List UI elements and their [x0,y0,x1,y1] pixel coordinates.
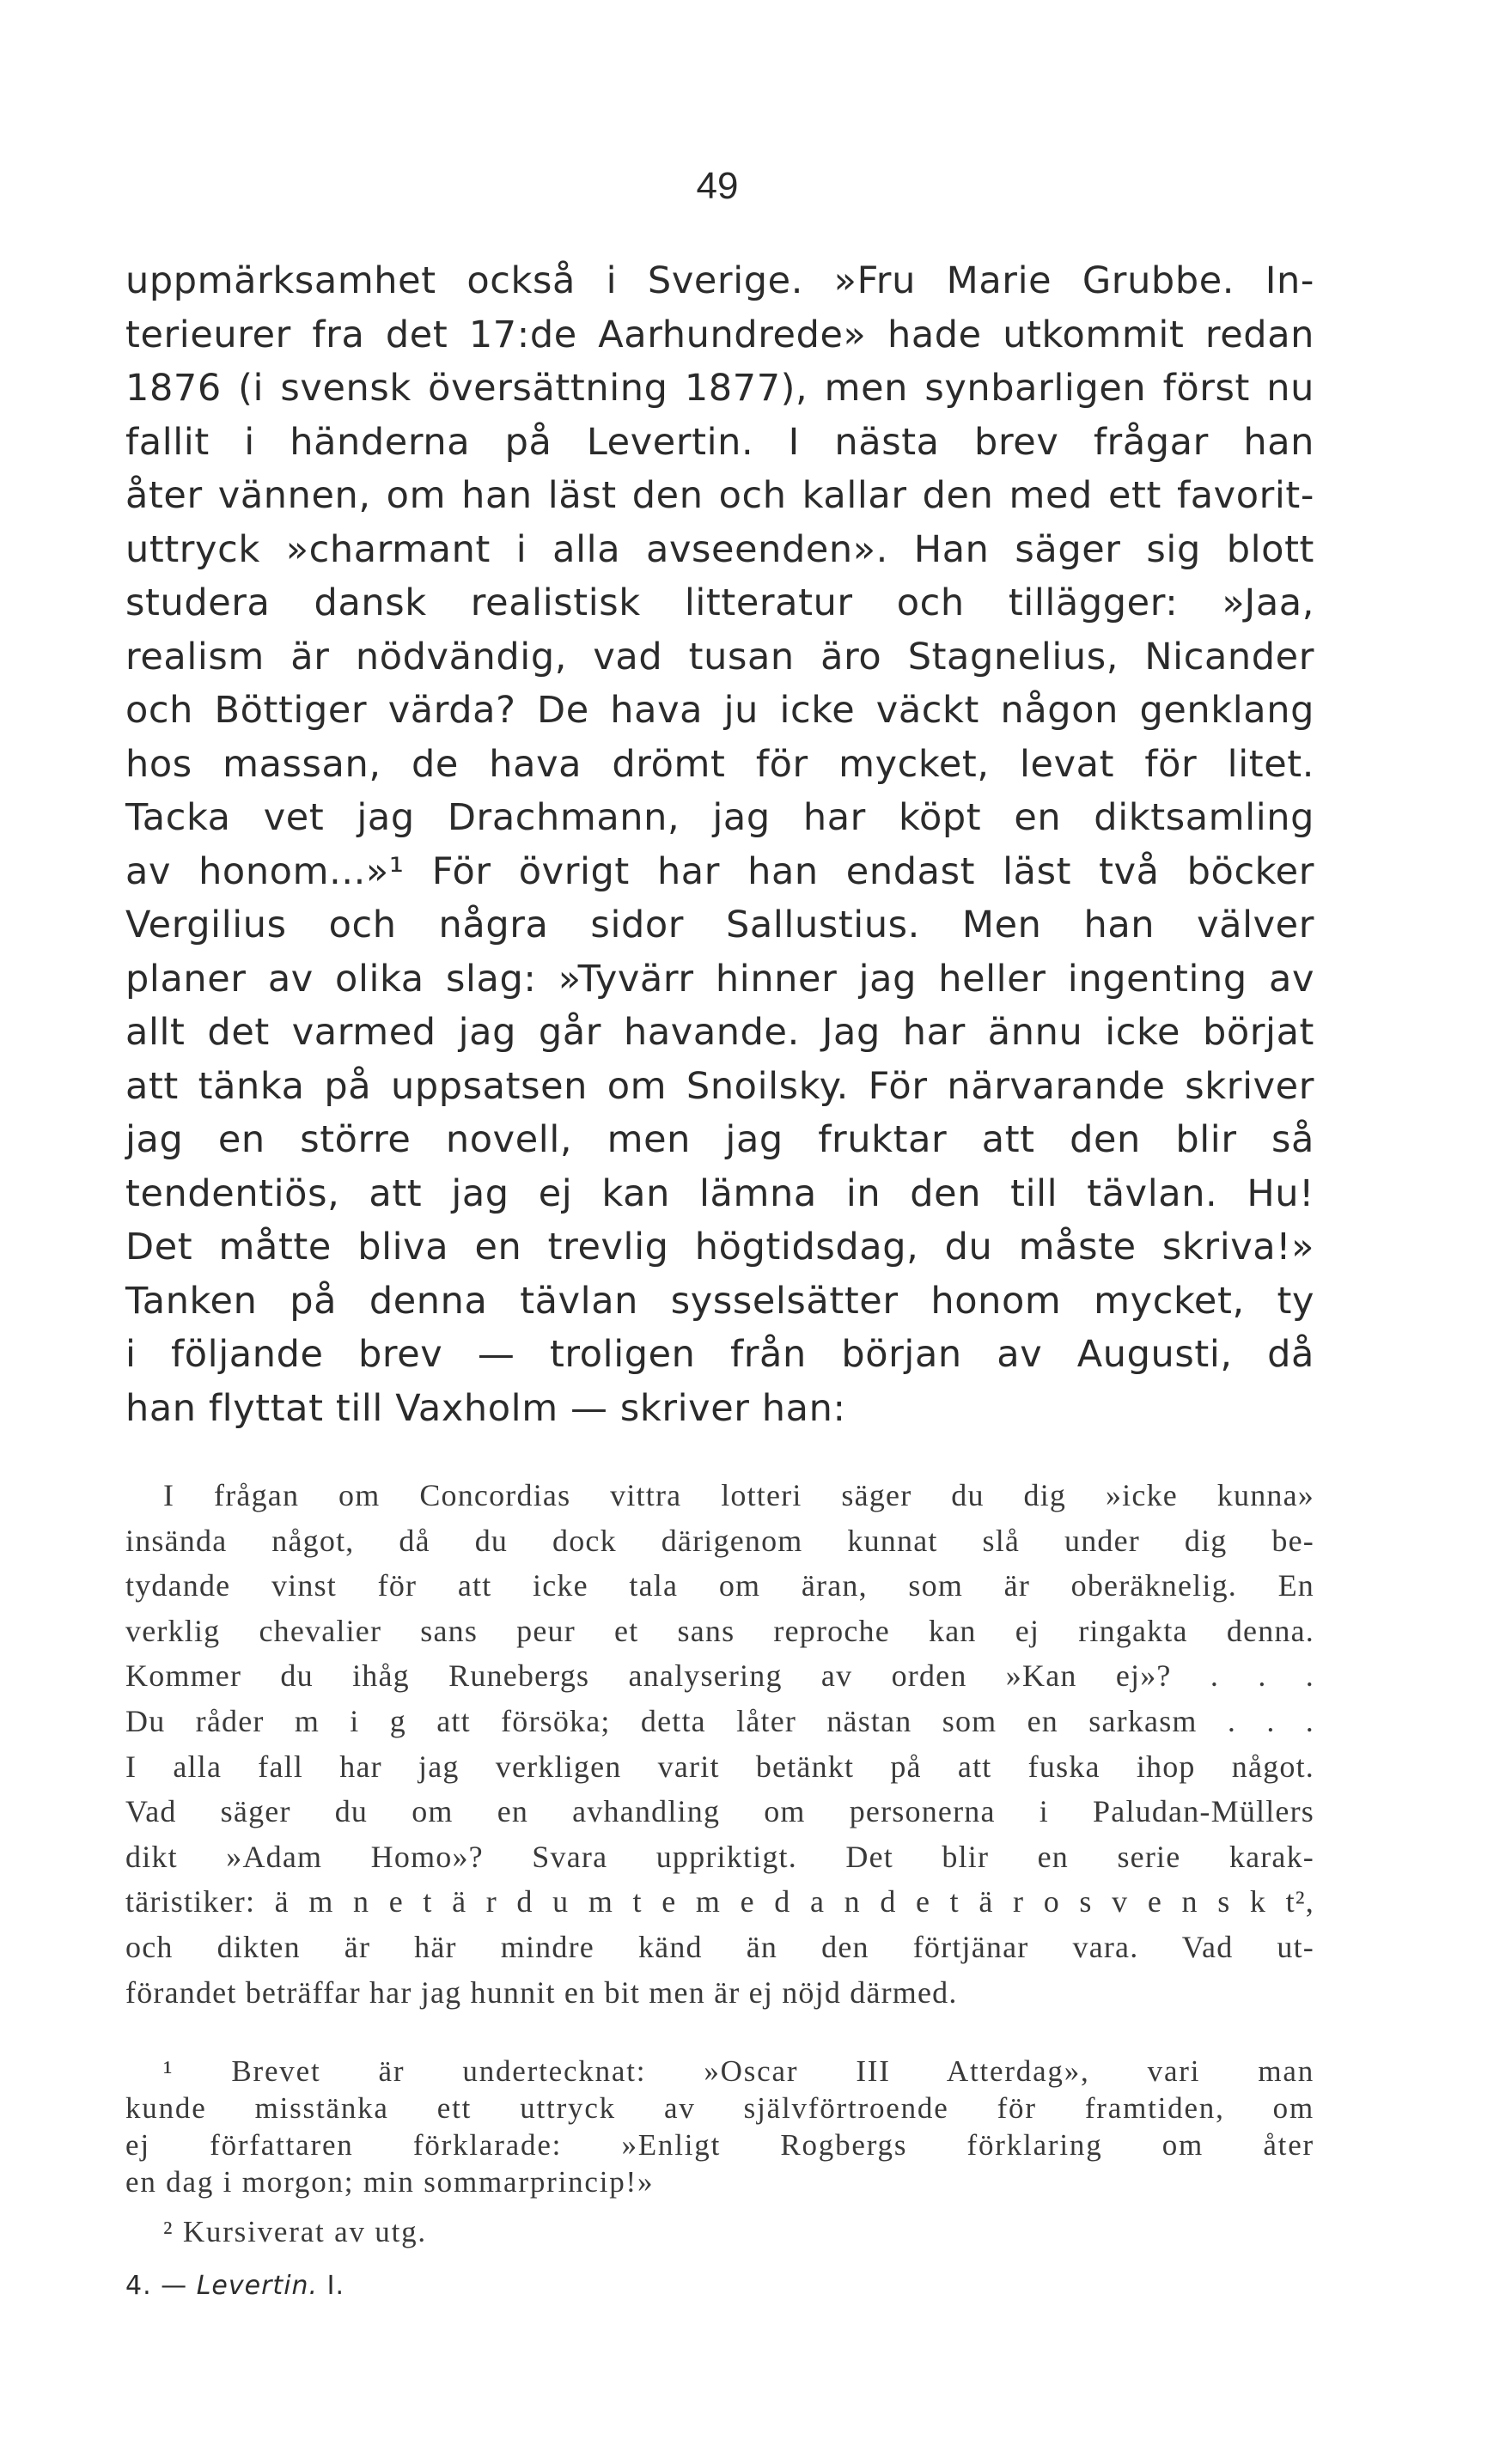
quote-line: Du råder m i g att försöka; detta låter nästan som en sarkasm . . . [125,1703,1314,1738]
quote-line: insända något, då du dock därigenom kunnat slå under dig be- [125,1523,1314,1558]
printer-signature [125,2269,813,2303]
text-line: att tänka på uppsatsen om Snoilsky. För närvarande skriver [125,1064,1314,1108]
text-line: realism är nödvändig, vad tusan äro Stagnelius, Nicander [125,635,1314,678]
page-number: 49 [696,165,739,207]
signature-volume: I. [326,2271,345,2301]
footnote-line: en dag i morgon; min sommarprincip!» [125,2165,655,2199]
quote-line: täristiker: ä m n e t ä r d u m t e m e d a n d e t ä r o s v e n s k t², [125,1884,1314,1919]
text-line: terieurer fra det 17:de Aarhundrede» hade utkommit redan [125,313,1314,356]
footnote-1 [125,2053,1314,2200]
text-line: Det måtte bliva en trevlig högtidsdag, du måste skriva!» [125,1226,1314,1269]
footnote-line: ej författaren förklarade: »Enligt Rogbergs förklaring om åter [125,2128,1314,2162]
text-line: åter vännen, om han läst den och kallar den med ett favorit- [125,474,1314,517]
text-line: uttryck »charmant i alla avseenden». Han säger sig blott [125,527,1314,571]
text-line: Tacka vet jag Drachmann, jag har köpt en diktsamling [125,796,1314,839]
quote-line: Vad säger du om en avhandling om personerna i Paludan-Müllers [125,1794,1314,1829]
quote-line: verklig chevalier sans peur et sans reproche kan ej ringakta denna. [125,1613,1314,1648]
text-line: han flyttat till Vaxholm — skriver han: [125,1386,846,1430]
text-line: fallit i händerna på Levertin. I nästa brev frågar han [125,420,1314,464]
text-line: 1876 (i svensk översättning 1877), men synbarligen först nu [125,367,1314,410]
quote-line: I alla fall har jag verkligen varit betänkt på att fuska ihop något. [125,1749,1314,1784]
quote-line: dikt »Adam Homo»? Svara uppriktigt. Det blir en serie karak- [125,1839,1314,1874]
text-line: studera dansk realistisk litteratur och tillägger: »Jaa, [125,581,1314,624]
text-line: Vergilius och några sidor Sallustius. Men han välver [125,903,1314,946]
quote-line: I frågan om Concordias vittra lotteri säger du dig »icke kunna» [163,1478,1314,1512]
text-line: av honom...»¹ För övrigt har han endast läst två böcker [125,849,1314,893]
text-line: uppmärksamhet också i Sverige. »Fru Marie Grubbe. In- [125,259,1314,302]
text-line: hos massan, de hava drömt för mycket, levat för litet. [125,742,1314,786]
text-line: jag en större novell, men jag fruktar att den blir så [125,1118,1314,1161]
signature-number: 4. — [125,2271,188,2301]
footnote-line: ² Kursiverat av utg. [163,2215,427,2248]
text-line: tendentiös, att jag ej kan lämna in den till tävlan. Hu! [125,1171,1314,1215]
footnote-2 [125,2213,1314,2250]
footnote-line: kunde misstänka ett uttryck av självförtroende för framtiden, om [125,2091,1314,2125]
text-line: och Böttiger värda? De hava ju icke väckt någon genklang [125,689,1314,732]
quote-line: förandet beträffar har jag hunnit en bit men är ej nöjd därmed. [125,1974,958,2010]
text-line: i följande brev — troligen från början av Augusti, då [125,1333,1314,1376]
text-line: allt det varmed jag går havande. Jag har ännu icke börjat [125,1011,1314,1054]
quoted-letter-text [125,1473,1314,2015]
text-line: Tanken på denna tävlan sysselsätter honom mycket, ty [125,1279,1314,1323]
quote-line: Kommer du ihåg Runebergs analysering av orden »Kan ej»? . . . [125,1658,1314,1694]
text-line: planer av olika slag: »Tyvärr hinner jag heller ingenting av [125,957,1314,1001]
footnote-line: ¹ Brevet är undertecknat: »Oscar III Atterdag», vari man [163,2054,1314,2088]
quote-line: tydande vinst för att icke tala om äran, som är oberäknelig. En [125,1568,1314,1603]
signature-name: Levertin. [196,2271,319,2301]
main-body-text [125,254,1314,1435]
quote-line: och dikten är här mindre känd än den förtjänar vara. Vad ut- [125,1929,1314,1964]
